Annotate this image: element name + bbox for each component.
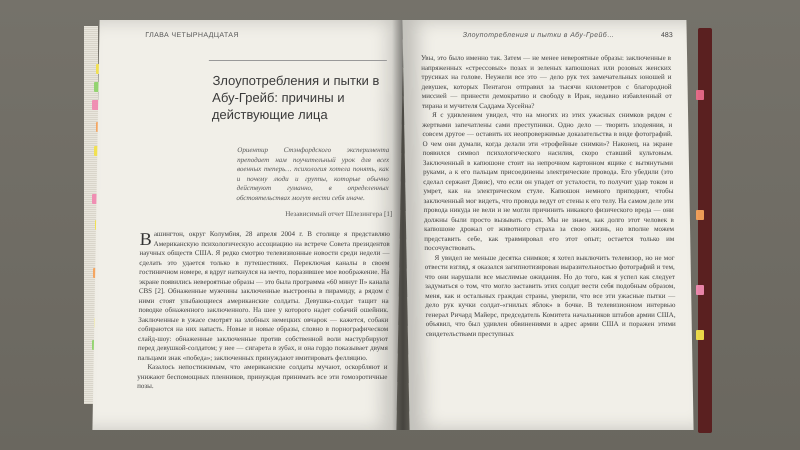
- page-number: 483: [660, 32, 673, 39]
- sticky-tab: [696, 330, 704, 340]
- sticky-tabs-right: [696, 80, 706, 380]
- right-page: [402, 20, 693, 430]
- left-paragraph-2: Казалось непостижимым, что американские солдаты мучают, оскорбляют и унижают беспомощных пленников, принуждая принимать все эти гомоэротичные позы.: [137, 363, 388, 390]
- sticky-tab: [696, 210, 704, 220]
- right-body-text: [421, 54, 676, 339]
- epigraph-source: Независимый отчет Шлезингера [1]: [285, 210, 393, 218]
- left-body-text: [137, 230, 390, 392]
- right-paragraph-3: Я увидел не меньше десятка снимков; я хотел выключить телевизор, но не мог отвести взгляд, я оказался загипнотизирован выразительностью фотографий и тем, что они нарушали все мыслимые ожидания. Но до того, как я успел как следует задуматься о том, что могло заставить этих солдат вести себя подобным образом, меня, как и остальных граждан страны, уверили, что все эти ужасные пытки — дело рук кучки солдат-«гнилых яблок» в бочке. В телевизионном интервью генерал Ричард Майерс, председатель Комитета начальников штабов армии США, объявил, что был удивлен обвинениями в адрес армии США и поражен этими свидетельствами преступных: [424, 253, 676, 338]
- left-page: [92, 20, 403, 430]
- running-header-right: Злоупотребления и пытки в Абу-Грейб…: [462, 32, 615, 39]
- drop-cap: В: [139, 229, 152, 249]
- epigraph: Ориентир Стэнфордского эксперимента преподает нам поучительный урок для всех военных теперь… психология хотела понять, как и почему люди и группы, которые обычно действуют гуманно, в определенных обстоятельствах могут вести себя иначе.: [236, 146, 390, 202]
- running-header-left: ГЛАВА ЧЕТЫРНАДЦАТАЯ: [145, 32, 239, 39]
- sticky-tab: [696, 285, 704, 295]
- sticky-tab: [696, 90, 704, 100]
- open-book: [92, 20, 712, 440]
- right-paragraph-2: Я с удивлением увидел, что на многих из этих ужасных снимков рядом с жертвами запечатлены сами преступники. Одно дело — творить злодеяния, и совсем другое — оставить их неопровержимые доказательства в виде фотографий. О чем они думали, когда делали эти «трофейные снимки»? Наконец, на экране появился символ психологического насилия, скоро ставший культовым. Заключенный в капюшоне стоит на непрочном картонном ящике с вытянутыми руками, а к его пальцам присоединены электрические провода. Его убедили (это сделал сержант Дэвис), что если он упадет от усталости, то получит удар током и умрет, как на электрическом стуле. Капюшон немного приподнят, чтобы заключенный мог видеть, что провода ведут от стены к его телу. На самом деле эти провода никуда не вели и не могли причинить никакого физического вреда — они должны были просто вызывать страх. Мы не знаем, как долго этот человек в капюшоне дрожал от животного страха за свою жизнь, но вполне можем представить себе, как травмировал его этот опыт; остается только им посочувствовать.: [422, 111, 675, 252]
- chapter-title: Злоупотребления и пытки в Абу-Грейб: причины и действующие лица: [211, 73, 380, 122]
- left-paragraph-1: ашингтон, округ Колумбия, 28 апреля 2004 г. В столице я представляю Американскую психологическую ассоциацию на встрече Совета президентов научных обществ США. Я редко смотрю телевизионные новости среди недели — сделать это удается только в путешествиях. Переключая каналы в своем гостиничном номере, я вдруг наткнулся на нечто, поразившее мое воображение. На экране появились невероятные образы — это была программа «60 минут II» канала CBS [2]. Обнаженные мужчины заключенные выстроены в пирамиду, а рядом с ними стоят улыбающиеся американские солдаты. Девушка-солдат тащит на поводке обнаженного заключенного. На шее у которого надет собачий ошейник. Заключенные в ужасе смотрят на злобных немецких овчарок — кажется, собаки собираются на них напасть. Новые и новые образы, словно в порнографическом слайд-шоу: обнаженные заключенные против собственной воли мастурбируют перед девушкой-солдатом; у нее — сигарета в зубах, и она гордо показывает двумя пальцами знак «победа»; заключенных принуждают имитировать фелляцию.: [137, 230, 390, 362]
- right-paragraph-1: Увы, это было именно так. Затем — не менее невероятные образы: заключенные в напряженных «стрессовых» позах и зеленых капюшонах или розовых женских трусиках на голове. Неужели все это — дело рук тех замечательных юношей и девушек, которых Пентагон отправил за тысячи километров с благородной миссией — принести демократию и свободу в Ирак, недавно избавленный от тирана и мучителя Саддама Хусейна?: [421, 54, 672, 110]
- title-rule: [209, 60, 387, 61]
